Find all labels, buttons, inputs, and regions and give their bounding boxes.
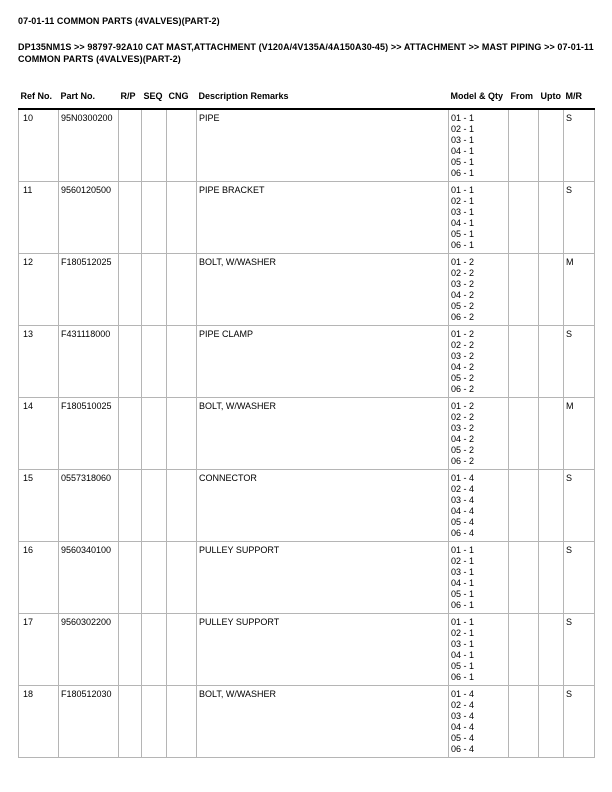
model-qty-line: 03 - 1: [451, 567, 475, 577]
col-header-mr: M/R: [564, 89, 595, 109]
model-qty-line: 04 - 1: [451, 578, 475, 588]
model-qty-line: 03 - 1: [451, 639, 475, 649]
model-qty-line: 01 - 1: [451, 185, 475, 195]
model-qty-cell: [449, 614, 509, 686]
ref-no-cell: 13: [19, 326, 59, 398]
model-qty-line: 06 - 1: [451, 168, 475, 178]
col-header-part-no: Part No.: [59, 89, 119, 109]
model-qty-cell: [449, 182, 509, 254]
model-qty-line: 03 - 1: [451, 207, 475, 217]
upto-cell: [539, 470, 564, 542]
model-qty-line: 02 - 2: [451, 412, 475, 422]
model-qty-line: 03 - 2: [451, 279, 475, 289]
table-row: [19, 614, 595, 686]
model-qty-cell: [449, 398, 509, 470]
ref-no-cell: 14: [19, 398, 59, 470]
mr-cell: S: [564, 542, 595, 614]
mr-cell: S: [564, 326, 595, 398]
part-no-cell: 9560302200: [59, 614, 119, 686]
model-qty-line: 03 - 4: [451, 711, 475, 721]
model-qty-line: 06 - 1: [451, 240, 475, 250]
model-qty-line: 02 - 1: [451, 196, 475, 206]
model-qty-line: 04 - 2: [451, 290, 475, 300]
col-header-cng: CNG: [167, 89, 197, 109]
col-header-from: From: [509, 89, 539, 109]
from-cell: [509, 182, 539, 254]
upto-cell: [539, 254, 564, 326]
ref-no-cell: 17: [19, 614, 59, 686]
part-no-cell: F431118000: [59, 326, 119, 398]
part-no-cell: F180512025: [59, 254, 119, 326]
description-cell: BOLT, W/WASHER: [197, 686, 449, 758]
part-no-cell: 95N0300200: [59, 109, 119, 182]
model-qty-cell: [449, 326, 509, 398]
cng-cell: [167, 182, 197, 254]
model-qty-line: 06 - 1: [451, 600, 475, 610]
model-qty-line: 05 - 4: [451, 733, 475, 743]
model-qty-line: 06 - 2: [451, 384, 475, 394]
model-qty-line: 05 - 1: [451, 229, 475, 239]
ref-no-cell: 11: [19, 182, 59, 254]
seq-cell: [142, 614, 167, 686]
table-row: [19, 398, 595, 470]
page-title: 07-01-11 COMMON PARTS (4VALVES)(PART-2): [18, 16, 220, 26]
description-cell: PULLEY SUPPORT: [197, 614, 449, 686]
model-qty-line: 01 - 2: [451, 257, 475, 267]
description-cell: CONNECTOR: [197, 470, 449, 542]
part-no-cell: 0557318060: [59, 470, 119, 542]
upto-cell: [539, 686, 564, 758]
table-row: [19, 109, 595, 182]
model-qty-line: 01 - 1: [451, 113, 475, 123]
model-qty-line: 06 - 2: [451, 456, 475, 466]
model-qty-line: 02 - 2: [451, 340, 475, 350]
model-qty-line: 06 - 4: [451, 744, 475, 754]
model-qty-line: 01 - 1: [451, 545, 475, 555]
model-qty-line: 06 - 4: [451, 528, 475, 538]
model-qty-line: 06 - 2: [451, 312, 475, 322]
seq-cell: [142, 182, 167, 254]
model-qty-line: 04 - 1: [451, 146, 475, 156]
rp-cell: [119, 470, 142, 542]
model-qty-line: 02 - 1: [451, 124, 475, 134]
model-qty-line: 01 - 4: [451, 689, 475, 699]
col-header-upto: Upto: [539, 89, 564, 109]
col-header-seq: SEQ: [142, 89, 167, 109]
from-cell: [509, 254, 539, 326]
col-header-ref-no: Ref No.: [19, 89, 59, 109]
seq-cell: [142, 326, 167, 398]
ref-no-cell: 18: [19, 686, 59, 758]
from-cell: [509, 542, 539, 614]
mr-cell: S: [564, 109, 595, 182]
ref-no-cell: 16: [19, 542, 59, 614]
model-qty-cell: [449, 254, 509, 326]
from-cell: [509, 686, 539, 758]
cng-cell: [167, 398, 197, 470]
ref-no-cell: 12: [19, 254, 59, 326]
description-cell: PULLEY SUPPORT: [197, 542, 449, 614]
model-qty-line: 02 - 2: [451, 268, 475, 278]
mr-cell: M: [564, 398, 595, 470]
model-qty-line: 01 - 2: [451, 401, 475, 411]
model-qty-line: 05 - 2: [451, 373, 475, 383]
part-no-cell: 9560340100: [59, 542, 119, 614]
table-row: [19, 326, 595, 398]
model-qty-line: 02 - 4: [451, 484, 475, 494]
description-cell: BOLT, W/WASHER: [197, 398, 449, 470]
description-cell: BOLT, W/WASHER: [197, 254, 449, 326]
model-qty-line: 01 - 2: [451, 329, 475, 339]
from-cell: [509, 326, 539, 398]
mr-cell: S: [564, 686, 595, 758]
model-qty-line: 03 - 4: [451, 495, 475, 505]
upto-cell: [539, 326, 564, 398]
ref-no-cell: 10: [19, 109, 59, 182]
table-row: [19, 254, 595, 326]
model-qty-cell: [449, 470, 509, 542]
seq-cell: [142, 254, 167, 326]
model-qty-line: 04 - 2: [451, 434, 475, 444]
cng-cell: [167, 542, 197, 614]
table-row: [19, 470, 595, 542]
model-qty-line: 04 - 4: [451, 506, 475, 516]
model-qty-line: 03 - 2: [451, 423, 475, 433]
mr-cell: S: [564, 614, 595, 686]
model-qty-line: 02 - 1: [451, 556, 475, 566]
cng-cell: [167, 254, 197, 326]
from-cell: [509, 398, 539, 470]
model-qty-line: 04 - 1: [451, 218, 475, 228]
model-qty-line: 04 - 1: [451, 650, 475, 660]
rp-cell: [119, 109, 142, 182]
cng-cell: [167, 109, 197, 182]
parts-table: [18, 89, 595, 758]
seq-cell: [142, 109, 167, 182]
model-qty-line: 05 - 4: [451, 517, 475, 527]
col-header-description-remarks: Description Remarks: [197, 89, 449, 109]
model-qty-line: 05 - 1: [451, 661, 475, 671]
from-cell: [509, 470, 539, 542]
rp-cell: [119, 398, 142, 470]
model-qty-cell: [449, 686, 509, 758]
rp-cell: [119, 542, 142, 614]
part-no-cell: 9560120500: [59, 182, 119, 254]
table-header-row: [19, 89, 595, 109]
ref-no-cell: 15: [19, 470, 59, 542]
upto-cell: [539, 614, 564, 686]
table-row: [19, 182, 595, 254]
upto-cell: [539, 398, 564, 470]
rp-cell: [119, 254, 142, 326]
seq-cell: [142, 398, 167, 470]
seq-cell: [142, 542, 167, 614]
model-qty-line: 05 - 1: [451, 157, 475, 167]
cng-cell: [167, 686, 197, 758]
mr-cell: S: [564, 470, 595, 542]
upto-cell: [539, 542, 564, 614]
model-qty-line: 04 - 4: [451, 722, 475, 732]
seq-cell: [142, 686, 167, 758]
model-qty-line: 05 - 2: [451, 445, 475, 455]
upto-cell: [539, 182, 564, 254]
description-cell: PIPE CLAMP: [197, 326, 449, 398]
model-qty-line: 02 - 4: [451, 700, 475, 710]
table-row: [19, 542, 595, 614]
description-cell: PIPE: [197, 109, 449, 182]
cng-cell: [167, 614, 197, 686]
model-qty-line: 04 - 2: [451, 362, 475, 372]
model-qty-line: 05 - 1: [451, 589, 475, 599]
model-qty-line: 06 - 1: [451, 672, 475, 682]
model-qty-line: 03 - 1: [451, 135, 475, 145]
from-cell: [509, 614, 539, 686]
rp-cell: [119, 326, 142, 398]
part-no-cell: F180510025: [59, 398, 119, 470]
model-qty-line: 01 - 4: [451, 473, 475, 483]
cng-cell: [167, 326, 197, 398]
upto-cell: [539, 109, 564, 182]
model-qty-cell: [449, 109, 509, 182]
table-row: [19, 686, 595, 758]
model-qty-line: 01 - 1: [451, 617, 475, 627]
mr-cell: M: [564, 254, 595, 326]
model-qty-line: 03 - 2: [451, 351, 475, 361]
cng-cell: [167, 470, 197, 542]
breadcrumb: DP135NM1S >> 98797-92A10 CAT MAST,ATTACHMENT (V120A/4V135A/4A150A30-45) >> ATTACHMENT >> MAST PIPING >> 07-01-11 COMMON PARTS (4VALVES)(PART-2): [18, 42, 594, 64]
from-cell: [509, 109, 539, 182]
mr-cell: S: [564, 182, 595, 254]
model-qty-line: 05 - 2: [451, 301, 475, 311]
description-cell: PIPE BRACKET: [197, 182, 449, 254]
rp-cell: [119, 614, 142, 686]
rp-cell: [119, 686, 142, 758]
rp-cell: [119, 182, 142, 254]
col-header-rp: R/P: [119, 89, 142, 109]
model-qty-cell: [449, 542, 509, 614]
seq-cell: [142, 470, 167, 542]
model-qty-line: 02 - 1: [451, 628, 475, 638]
col-header-model-qty: Model & Qty: [449, 89, 509, 109]
part-no-cell: F180512030: [59, 686, 119, 758]
